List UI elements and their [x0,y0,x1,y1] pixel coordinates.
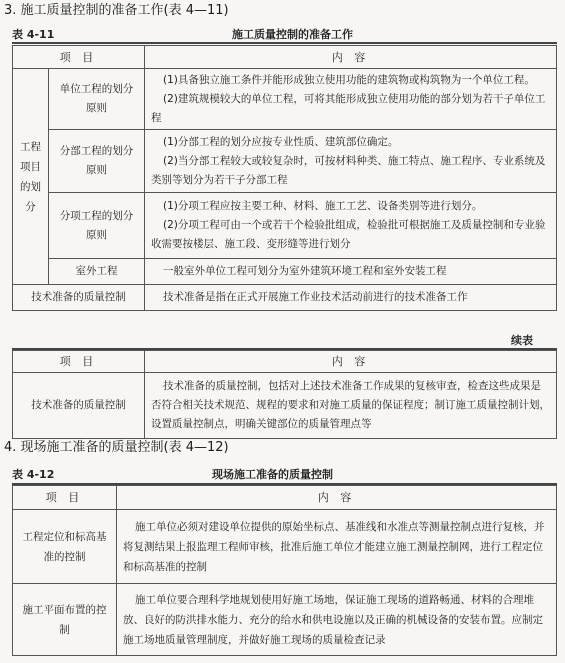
row-content-tech-prep [145,285,557,311]
row-content-unit [145,69,557,130]
header-item: 项 目 [13,486,117,510]
content-line: 技术准备的质量控制，包括对上述技术准备工作成果的复核审查，检查这些成果是否符合相关技术规范、规程的要求和对施工质量的保证程度；制订施工质量控制计划，设置质量控制点，明确关键部位的质量管理点等 [151,380,550,430]
content-line: 施工单位必须对建设单位提供的原始坐标点、基准线和水准点等测量控制点进行复核，并将复测结果上报监理工程师审核，批准后施工单位才能建立施工测量控制网，进行工程定位和标高基准的控制 [123,520,545,573]
table-4-12-number: 表 4-12 [12,468,55,481]
content-line: (1)具备独立施工条件并能形成独立使用功能的建筑物或构筑物为一个单位工程。 [163,73,535,86]
table-4-11 [12,45,557,311]
content-line: 技术准备是指在正式开展施工作业技术活动前进行的技术准备工作 [163,291,468,303]
row-label-tech-prep-continued: 技术准备的质量控制 [13,373,145,439]
content-line: (2)当分部工程较大或较复杂时，可按材料种类、施工特点、施工程序、专业系统及类别等划分为若干子分部工程 [151,154,546,186]
row-label-unit: 单位工程的划分原则 [49,69,145,130]
group-label-project-division: 工程项目的划分 [13,69,49,285]
content-line: (2)分项工程可由一个或若干个检验批组成，检验批可根据施工及质量控制和专业验收需要按楼层、施工段、变形缝等进行划分 [151,219,546,250]
row-content-tech-prep-continued [145,373,557,439]
content-line: 一般室外单位工程可划分为室外建筑环境工程和室外安装工程 [163,265,447,277]
row-label-positioning: 工程定位和标高基准的控制 [13,510,117,584]
table-4-12-title: 现场施工准备的质量控制 [212,468,333,481]
table-4-11-continued [12,350,557,439]
row-label-tech-prep: 技术准备的质量控制 [13,285,145,311]
continued-label: 续表 [511,334,533,347]
content-line: (1)分项工程应按主要工种、材料、施工工艺、设备类别等进行划分。 [163,200,483,212]
row-label-site-layout: 施工平面布置的控制 [13,584,117,656]
table-4-11-number: 表 4-11 [12,28,55,41]
header-content: 内 容 [117,486,557,510]
header-content: 内 容 [145,351,557,373]
row-content-outdoor [145,259,557,285]
section-4-heading: 4. 现场施工准备的质量控制(表 4—12) [4,440,229,455]
header-content: 内 容 [145,46,557,69]
content-line: (2)建筑规模较大的单位工程，可将其能形成独立使用功能的部分划为若干子单位工程 [151,92,546,124]
row-content-site-layout [117,584,557,656]
content-line: 施工单位要合理科学地规划使用好施工场地，保证施工现场的道路畅通、材料的合理堆放、良好的防洪排水能力、充分的给水和供电设施以及正确的机械设备的安装布置。应制定施工场地质量管理制度，并做好施工现场的质量检查记录 [123,593,543,646]
table-4-12 [12,485,557,656]
header-item: 项 目 [13,351,145,373]
row-content-positioning [117,510,557,584]
content-line: (1)分部工程的划分应按专业性质、建筑部位确定。 [163,135,399,148]
row-content-subitem [145,193,557,259]
row-label-outdoor: 室外工程 [49,259,145,285]
row-label-subitem: 分项工程的划分原则 [49,193,145,259]
row-content-division [145,130,557,193]
row-label-division: 分部工程的划分原则 [49,130,145,193]
table-top-rule [12,42,557,44]
section-3-heading: 3. 施工质量控制的准备工作(表 4—11) [4,3,229,18]
header-item: 项 目 [13,46,145,69]
table-4-11-title: 施工质量控制的准备工作 [232,28,353,41]
